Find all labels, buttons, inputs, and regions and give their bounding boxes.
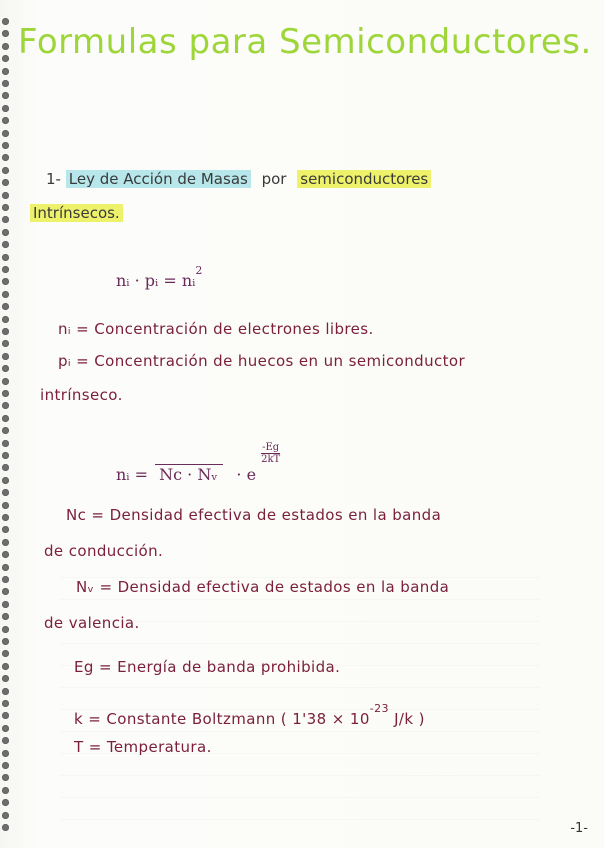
binding-hole [2,787,9,794]
binding-hole [2,192,9,199]
binding-hole [2,216,9,223]
binding-hole [2,539,9,546]
binding-hole [2,489,9,496]
formula2-exponent-denominator: 2kT [261,454,281,465]
formula2-exponent-fraction [261,442,280,465]
binding-hole [2,229,9,236]
binding-hole [2,663,9,670]
binding-hole [2,80,9,87]
section-heading-cont [30,204,123,222]
binding-hole [2,464,9,471]
definition-nv: Nᵥ = Densidad efectiva de estados en la banda [76,578,450,596]
binding-hole [2,316,9,323]
binding-hole [2,514,9,521]
binding-hole [2,452,9,459]
binding-hole [2,564,9,571]
binding-hole [2,526,9,533]
spiral-binding [2,18,12,838]
definition-nc-cont: de conducción. [44,542,164,560]
binding-hole [2,105,9,112]
binding-hole [2,303,9,310]
binding-hole [2,291,9,298]
formula-mass-action-exponent: 2 [195,264,203,277]
binding-hole [2,725,9,732]
binding-hole [2,278,9,285]
formula2-radicand: Nc · Nᵥ [159,465,218,484]
binding-hole [2,588,9,595]
binding-hole [2,328,9,335]
binding-hole [2,55,9,62]
binding-hole [2,340,9,347]
binding-hole [2,43,9,50]
formula2-exponent-numerator: -Eg [262,442,280,453]
binding-hole [2,68,9,75]
binding-hole [2,638,9,645]
binding-hole [2,117,9,124]
binding-hole [2,18,9,25]
binding-hole [2,204,9,211]
binding-hole [2,154,9,161]
formula2-exponential-base: · e [236,465,257,484]
formula2-radical [155,464,223,484]
section-heading [46,170,431,188]
binding-hole [2,241,9,248]
binding-hole [2,774,9,781]
definition-ni: nᵢ = Concentración de electrones libres. [58,320,374,338]
binding-hole [2,402,9,409]
section-connector: por [261,170,287,188]
definition-pi: pᵢ = Concentración de huecos en un semiconductor [58,352,466,370]
binding-hole [2,737,9,744]
binding-hole [2,266,9,273]
binding-hole [2,613,9,620]
binding-hole [2,688,9,695]
binding-hole [2,700,9,707]
formula2-lhs: nᵢ = [116,465,149,484]
definition-eg: Eg = Energía de banda prohibida. [74,658,341,676]
page-title: Formulas para Semiconductores. [18,22,592,62]
binding-hole [2,477,9,484]
binding-hole [2,254,9,261]
definition-k-exponent: -23 [369,702,389,715]
definition-t: T = Temperatura. [74,738,212,756]
binding-hole [2,30,9,37]
definition-nc: Nc = Densidad efectiva de estados en la banda [66,506,442,524]
binding-hole [2,675,9,682]
binding-hole [2,799,9,806]
bleed-through-texture [60,560,540,820]
binding-hole [2,92,9,99]
binding-hole [2,576,9,583]
binding-hole [2,390,9,397]
section-subject-highlight-2: Intrínsecos. [30,204,123,222]
formula-intrinsic-concentration [116,442,280,484]
definition-k-units: J/k ) [394,710,425,728]
binding-hole [2,762,9,769]
binding-hole [2,750,9,757]
binding-hole [2,824,9,831]
binding-hole [2,601,9,608]
definition-pi-cont: intrínseco. [40,386,123,404]
definition-nv-cont: de valencia. [44,614,140,632]
binding-hole [2,650,9,657]
binding-hole [2,712,9,719]
binding-hole [2,551,9,558]
binding-hole [2,427,9,434]
binding-hole [2,365,9,372]
definition-k-text: k = Constante Boltzmann ( 1'38 × 10 [74,710,370,728]
formula-mass-action [116,264,202,290]
binding-hole [2,626,9,633]
binding-hole [2,130,9,137]
binding-hole [2,502,9,509]
binding-hole [2,415,9,422]
binding-hole [2,179,9,186]
binding-hole [2,167,9,174]
binding-hole [2,812,9,819]
binding-hole [2,440,9,447]
binding-hole [2,353,9,360]
formula-mass-action-body: nᵢ · pᵢ = nᵢ [116,271,196,290]
binding-hole [2,378,9,385]
page-number: -1- [570,821,588,836]
section-subject-highlight: semiconductores [297,170,431,188]
definition-k [74,702,425,728]
section-number: 1- [46,170,61,188]
section-title-highlight: Ley de Acción de Masas [66,170,251,188]
binding-hole [2,142,9,149]
